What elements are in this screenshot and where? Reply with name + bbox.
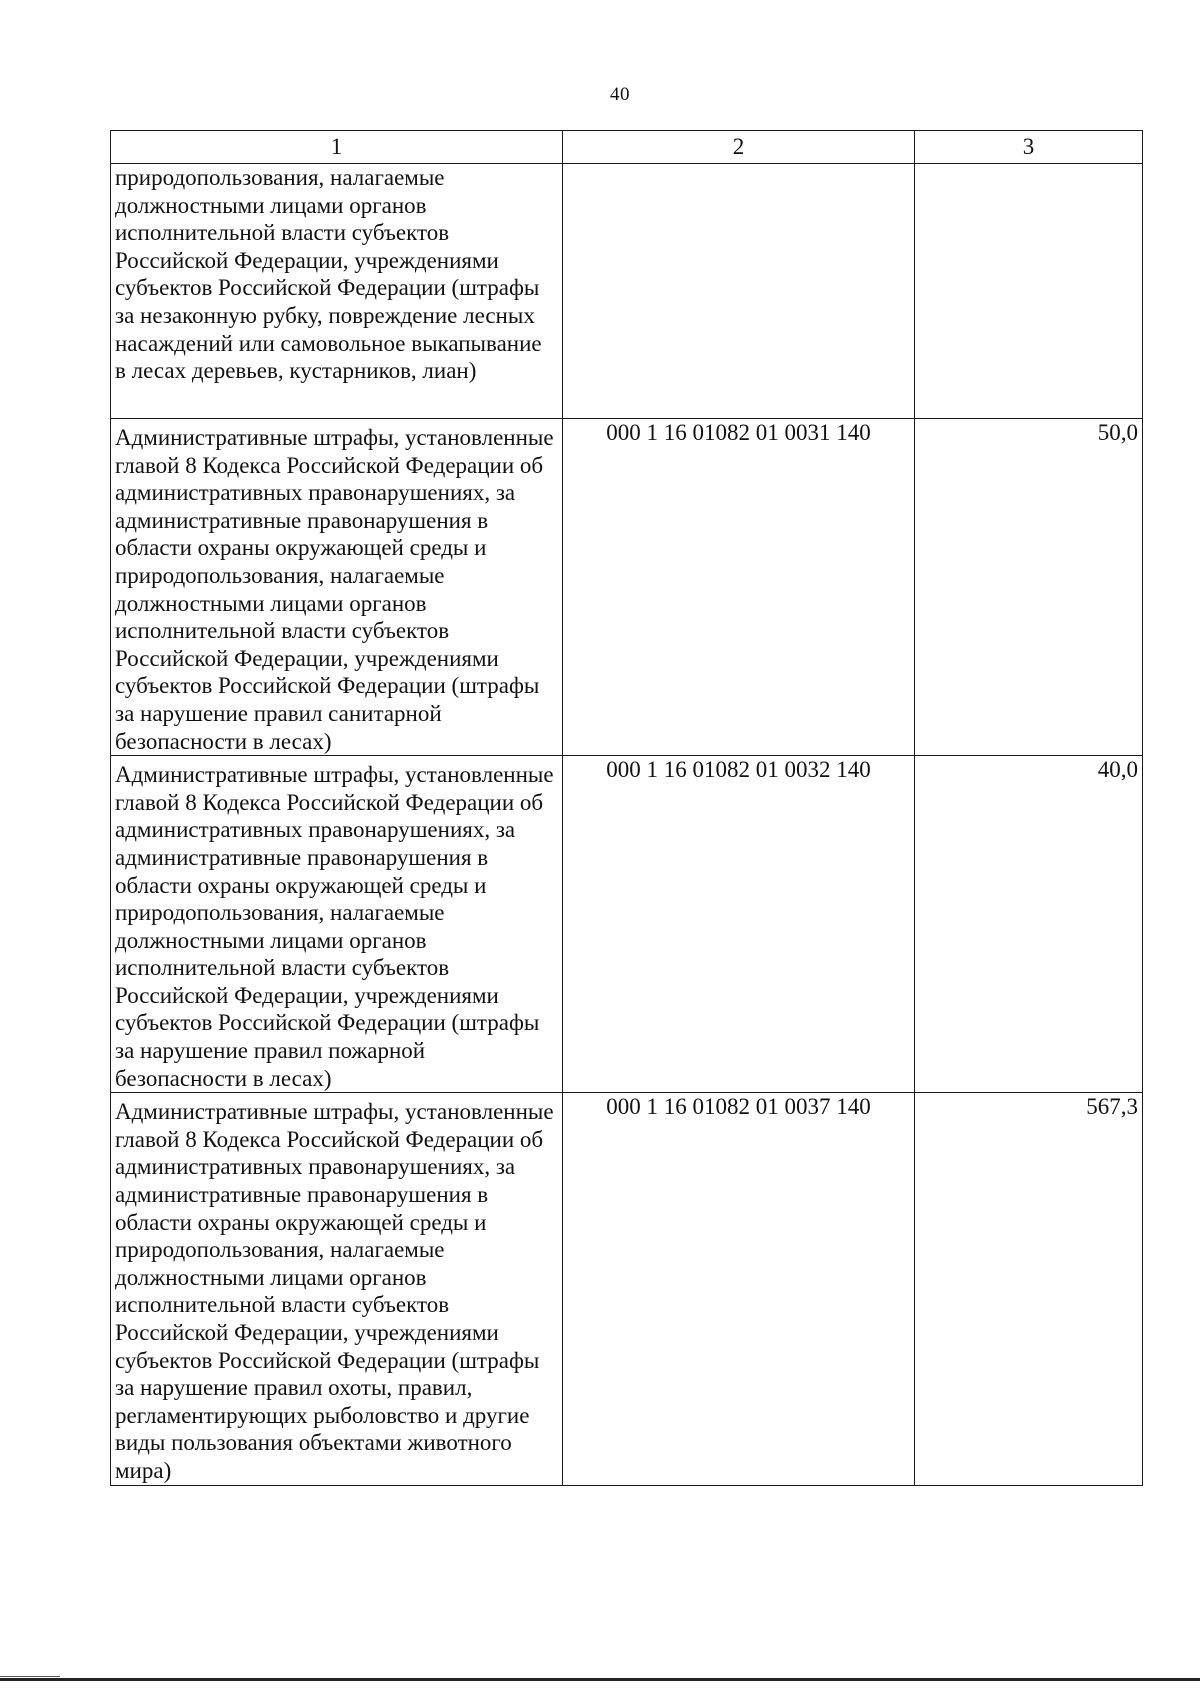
scan-edge-line [0,1676,60,1677]
table-header-row [111,131,1143,164]
row-description: Административные штрафы, установленные главой 8 Кодекса Российской Федерации об административных правонарушениях, за административные правонарушения в области охраны окружающей среды и природопользования, налагаемые должностными лицами органов исполнительной власти субъектов Российской Федерации, учреждениями субъектов Российской Федерации (штрафы за нарушение правил охоты, правил, регламентирующих рыболовство и другие виды пользования объектами животного мира) [111,1093,563,1485]
column-header-3: 3 [915,131,1143,164]
row-description: Административные штрафы, установленные главой 8 Кодекса Российской Федерации об административных правонарушениях, за административные правонарушения в области охраны окружающей среды и природопользования, налагаемые должностными лицами органов исполнительной власти субъектов Российской Федерации, учреждениями субъектов Российской Федерации (штрафы за нарушение правил санитарной безопасности в лесах) [111,419,563,756]
table-row [111,756,1143,1093]
row-amount: 40,0 [915,756,1143,1093]
revenue-table [110,130,1143,1486]
row-amount [915,164,1143,419]
row-description: природопользования, налагаемые должностными лицами органов исполнительной власти субъектов Российской Федерации, учреждениями субъектов Российской Федерации (штрафы за незаконную рубку, повреждение лесных насаждений или самовольное выкапывание в лесах деревьев, кустарников, лиан) [111,164,563,419]
row-code: 000 1 16 01082 01 0032 140 [563,756,915,1093]
row-description: Административные штрафы, установленные главой 8 Кодекса Российской Федерации об административных правонарушениях, за административные правонарушения в области охраны окружающей среды и природопользования, налагаемые должностными лицами органов исполнительной власти субъектов Российской Федерации, учреждениями субъектов Российской Федерации (штрафы за нарушение правил пожарной безопасности в лесах) [111,756,563,1093]
row-code: 000 1 16 01082 01 0037 140 [563,1093,915,1485]
table-row [111,419,1143,756]
column-header-2: 2 [563,131,915,164]
row-code: 000 1 16 01082 01 0031 140 [563,419,915,756]
table-row [111,1093,1143,1485]
scan-bottom-line [0,1678,1200,1681]
row-code [563,164,915,419]
column-header-1: 1 [111,131,563,164]
row-amount: 567,3 [915,1093,1143,1485]
row-amount: 50,0 [915,419,1143,756]
page-number: 40 [610,84,630,105]
table-row [111,164,1143,419]
